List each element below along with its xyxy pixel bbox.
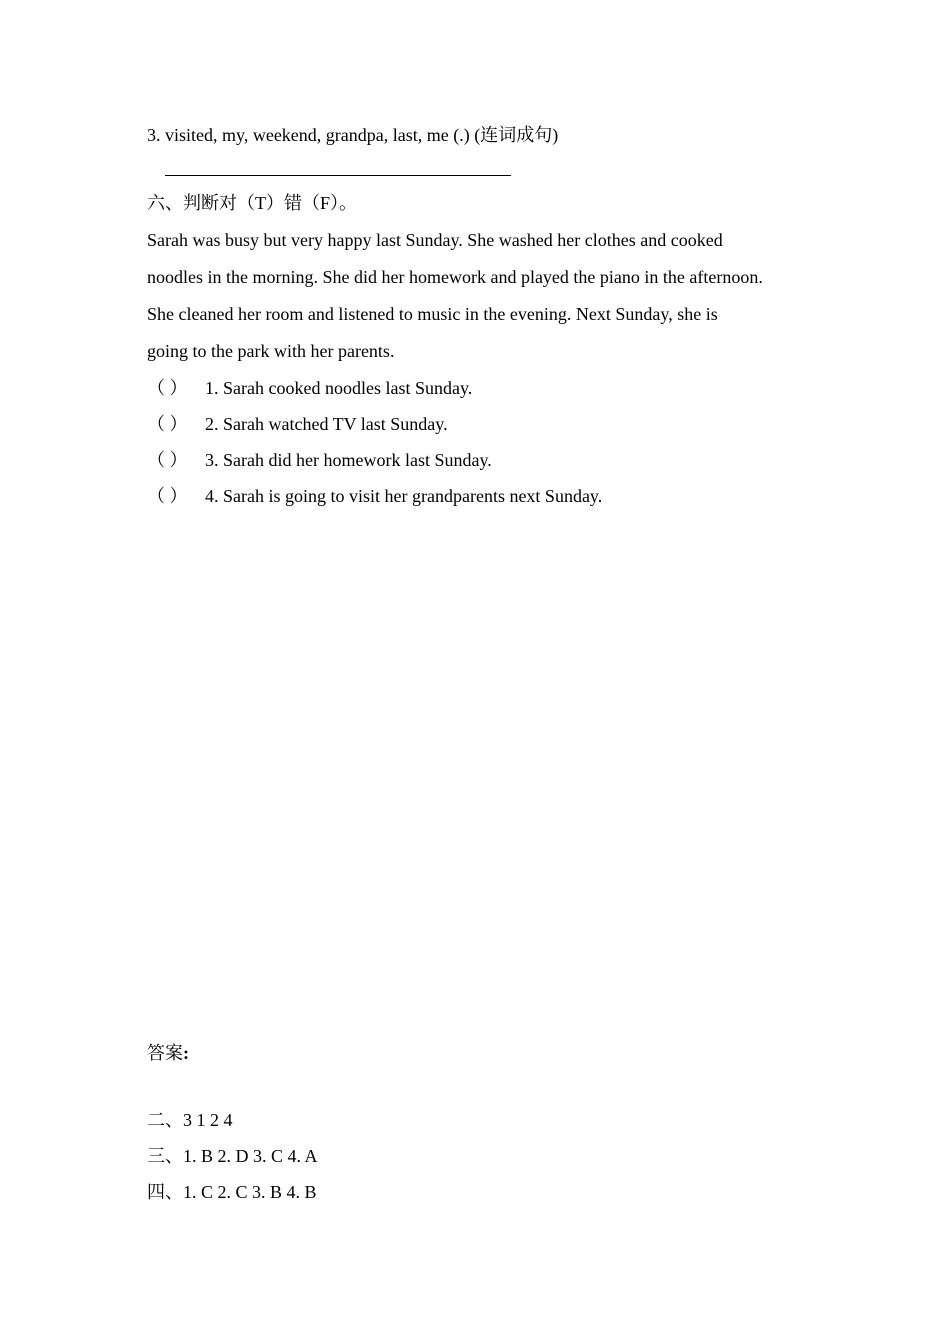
question-3: 3. visited, my, weekend, grandpa, last, me (.) (连词成句) [147, 125, 559, 145]
answer-line-2: 二、3 1 2 4 [147, 1110, 233, 1130]
answers-heading-text: 答案 [147, 1043, 183, 1063]
passage-line-1: Sarah was busy but very happy last Sunday. She washed her clothes and cooked [147, 230, 723, 250]
answers-heading-colon: : [183, 1043, 189, 1063]
passage-line-2: noodles in the morning. She did her homework and played the piano in the afternoon. [147, 267, 763, 287]
tf-item-4 [147, 484, 602, 508]
section-6-heading: 六、判断对（T）错（F）。 [147, 193, 358, 213]
answers-heading [147, 1041, 189, 1065]
answer-paren[interactable]: （ ） [147, 414, 188, 434]
answer-line-4: 四、1. C 2. C 3. B 4. B [147, 1182, 317, 1202]
tf-item-text: 2. Sarah watched TV last Sunday. [205, 414, 448, 434]
tf-item-text: 1. Sarah cooked noodles last Sunday. [205, 378, 473, 398]
tf-item-1 [147, 376, 472, 400]
passage-line-4: going to the park with her parents. [147, 341, 395, 361]
answer-paren[interactable]: （ ） [147, 378, 188, 398]
answer-line-3: 三、1. B 2. D 3. C 4. A [147, 1146, 318, 1166]
tf-item-text: 3. Sarah did her homework last Sunday. [205, 450, 492, 470]
tf-item-3 [147, 448, 492, 472]
answer-blank-line [165, 175, 511, 176]
passage-line-3: She cleaned her room and listened to music in the evening. Next Sunday, she is [147, 304, 718, 324]
tf-item-2 [147, 412, 448, 436]
tf-item-text: 4. Sarah is going to visit her grandparents next Sunday. [205, 486, 603, 506]
answer-paren[interactable]: （ ） [147, 486, 188, 506]
answer-paren[interactable]: （ ） [147, 450, 188, 470]
